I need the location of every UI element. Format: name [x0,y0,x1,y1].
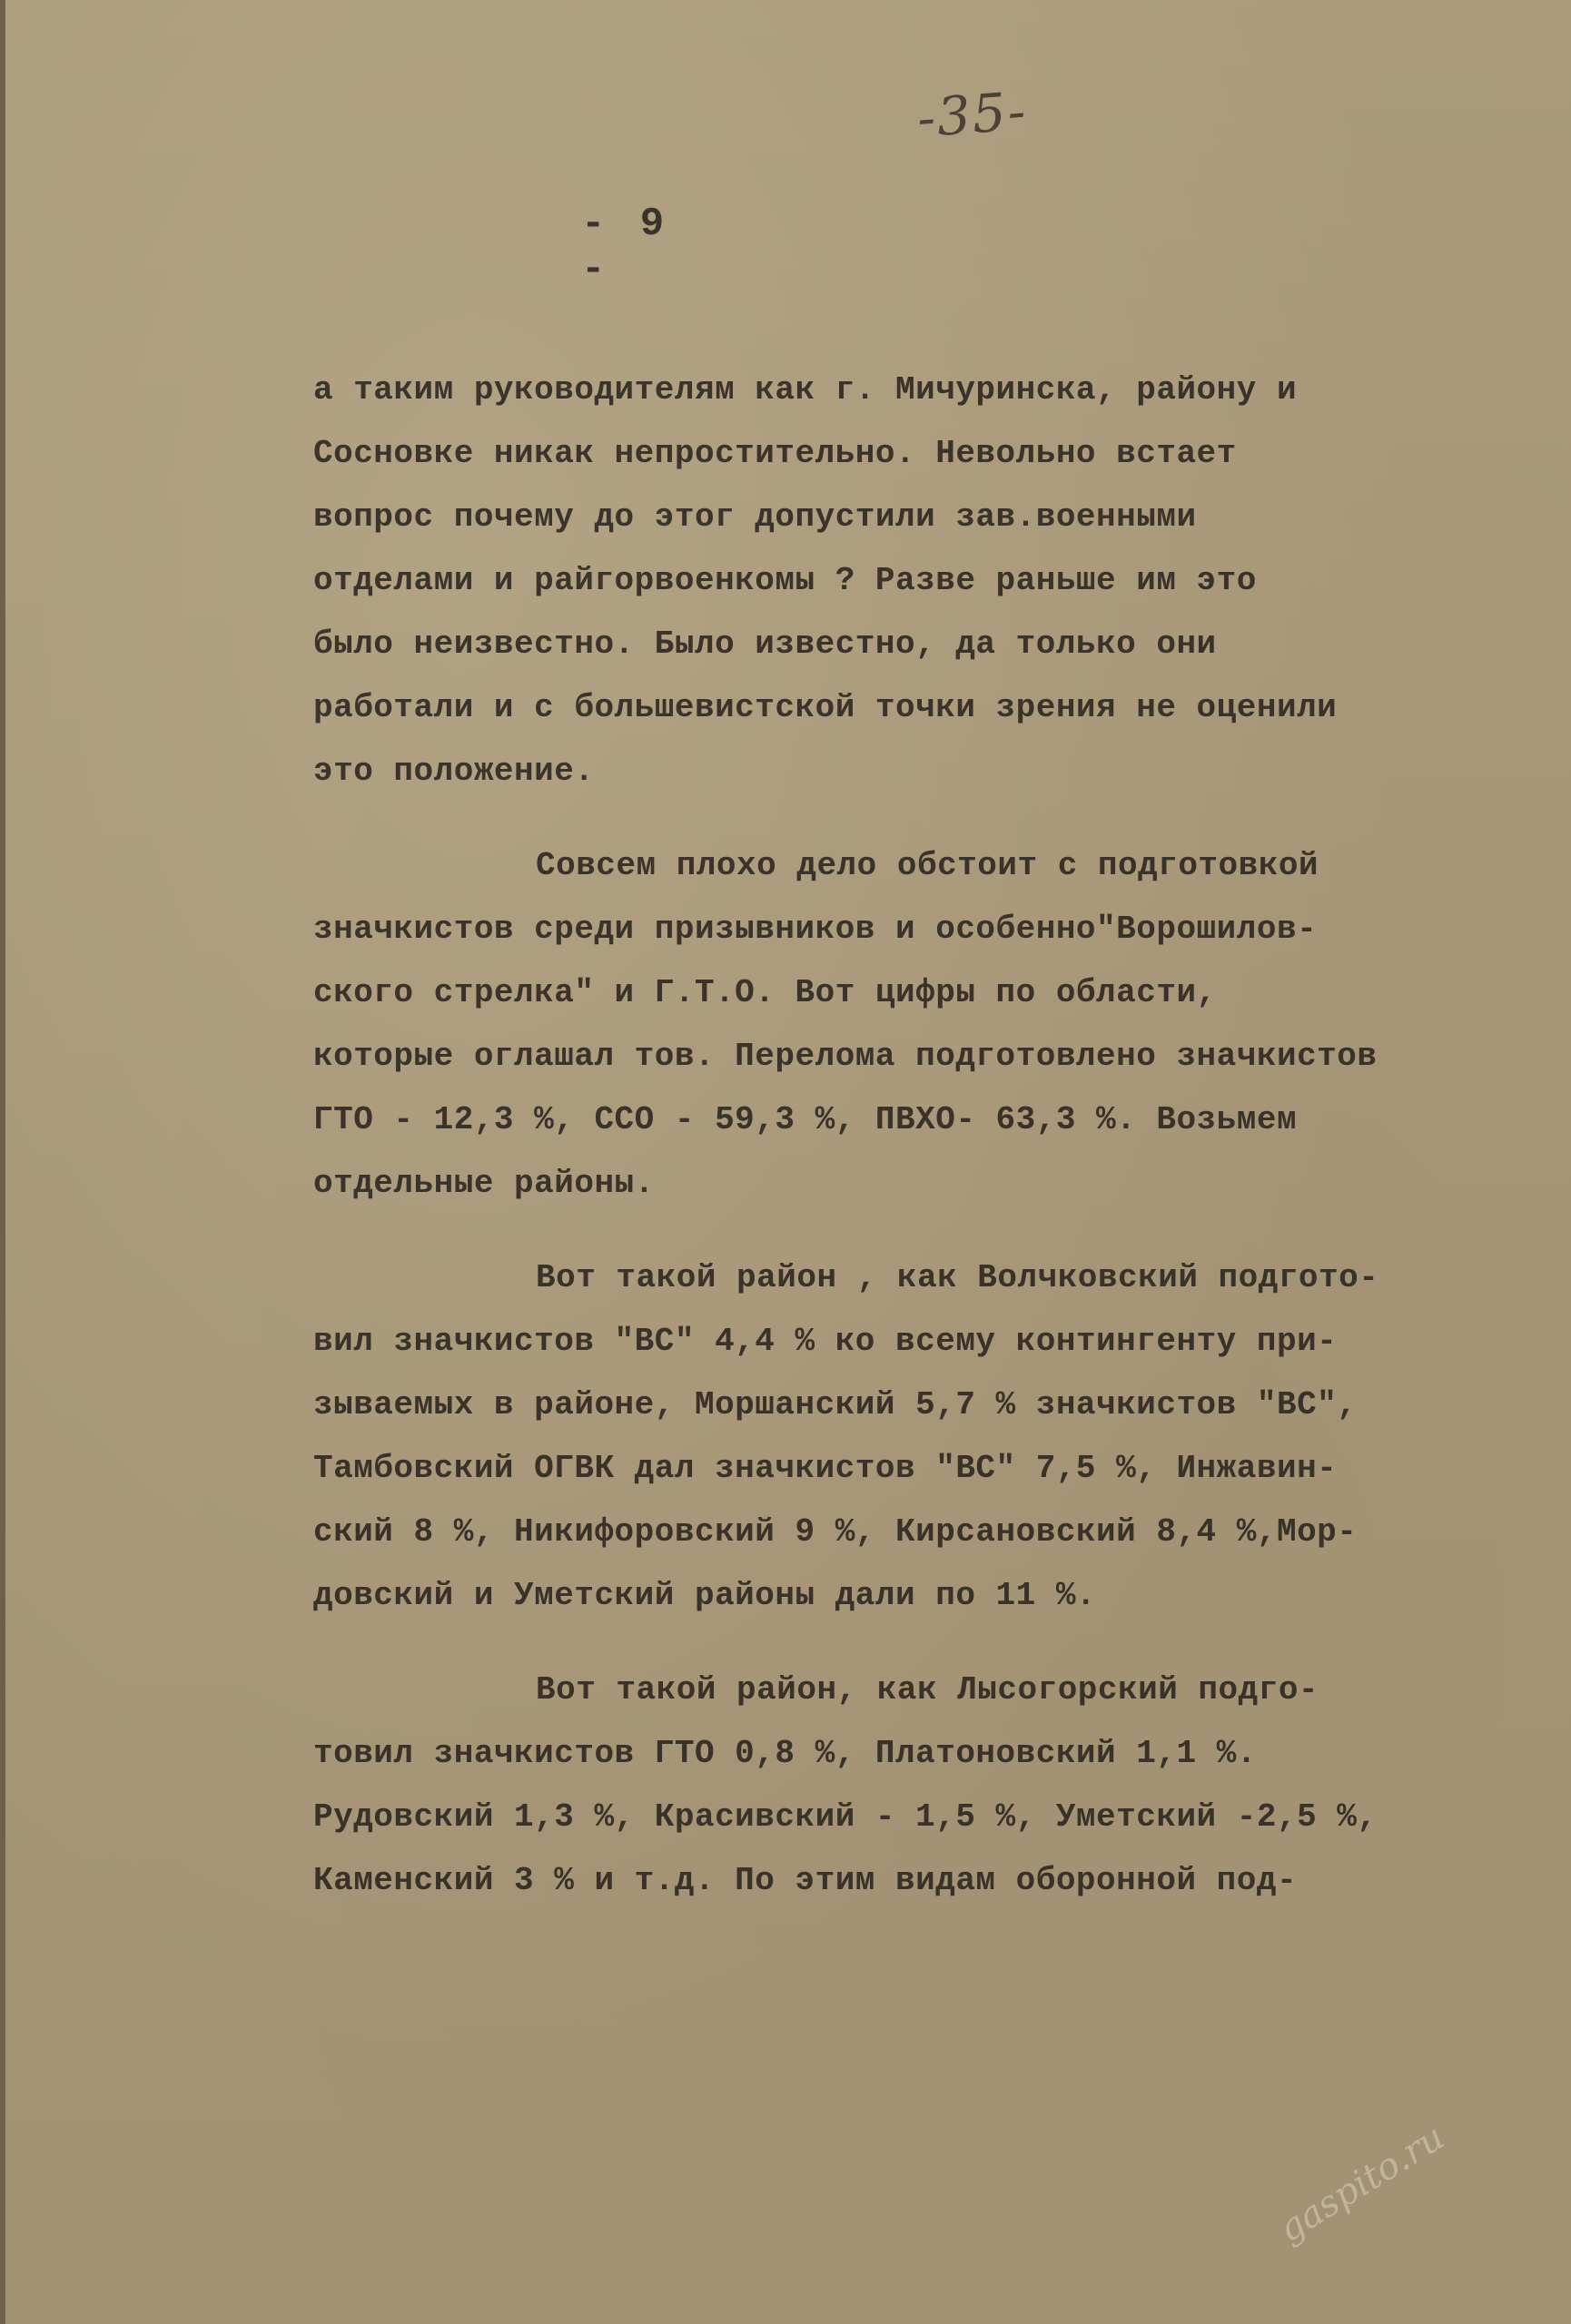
text-line: Совсем плохо дело обстоит с подготовкой [536,847,1319,884]
text-line: товил значкистов ГТО 0,8 %, Платоновский 1,1 %. [313,1735,1257,1772]
typewritten-body [313,359,1512,1913]
text-line: Вот такой район , как Волчковский подгото- [536,1259,1379,1296]
paragraph-2 [313,834,1512,1216]
text-line: отделами и райгорвоенкомы ? Разве раньше им это [313,562,1257,599]
paragraph-4 [313,1659,1512,1913]
text-line: Вот такой район, как Лысогорский подго- [536,1671,1319,1709]
text-line: было неизвестно. Было известно, да только они [313,625,1217,663]
text-line: работали и с большевистской точки зрения не оценили [313,689,1338,726]
text-line: вопрос почему до этог допустили зав.военными [313,498,1197,536]
page-number: - 9 - [581,202,670,292]
paragraph-3 [313,1246,1512,1628]
paragraph-1 [313,359,1512,803]
paragraph-gap [313,803,1512,834]
text-line: Рудовский 1,3 %, Красивский - 1,5 %, Уметский -2,5 %, [313,1798,1378,1836]
text-line: отдельные районы. [313,1165,655,1202]
text-line: вил значкистов "ВС" 4,4 % ко всему контингенту при- [313,1323,1338,1360]
text-line: Каменский 3 % и т.д. По этим видам оборонной под- [313,1862,1298,1899]
paragraph-gap [313,1216,1512,1246]
watermark: gaspito.ru [1271,2116,1452,2251]
text-line: которые оглашал тов. Перелома подготовлено значкистов [313,1038,1378,1075]
text-line: ский 8 %, Никифоровский 9 %, Кирсановский 8,4 %,Мор- [313,1513,1358,1551]
text-line: а таким руководителям как г. Мичуринска, району и [313,371,1298,409]
text-line: Сосновке никак непростительно. Невольно встает [313,435,1237,472]
page-edge [0,0,5,2324]
text-line: Тамбовский ОГВК дал значкистов "ВС" 7,5 %, Инжавин- [313,1450,1338,1487]
archive-sheet-number: -35- [914,80,1030,150]
text-line: зываемых в районе, Моршанский 5,7 % значкистов "ВС", [313,1386,1358,1423]
text-line: довский и Уметский районы дали по 11 %. [313,1577,1097,1614]
text-line: ГТО - 12,3 %, ССО - 59,3 %, ПВХО- 63,3 %. Возьмем [313,1101,1298,1138]
text-line: значкистов среди призывников и особенно"Ворошилов- [313,911,1318,948]
paragraph-gap [313,1628,1512,1659]
text-line: ского стрелка" и Г.Т.О. Вот цифры по области, [313,974,1217,1011]
text-line: это положение. [313,753,595,790]
